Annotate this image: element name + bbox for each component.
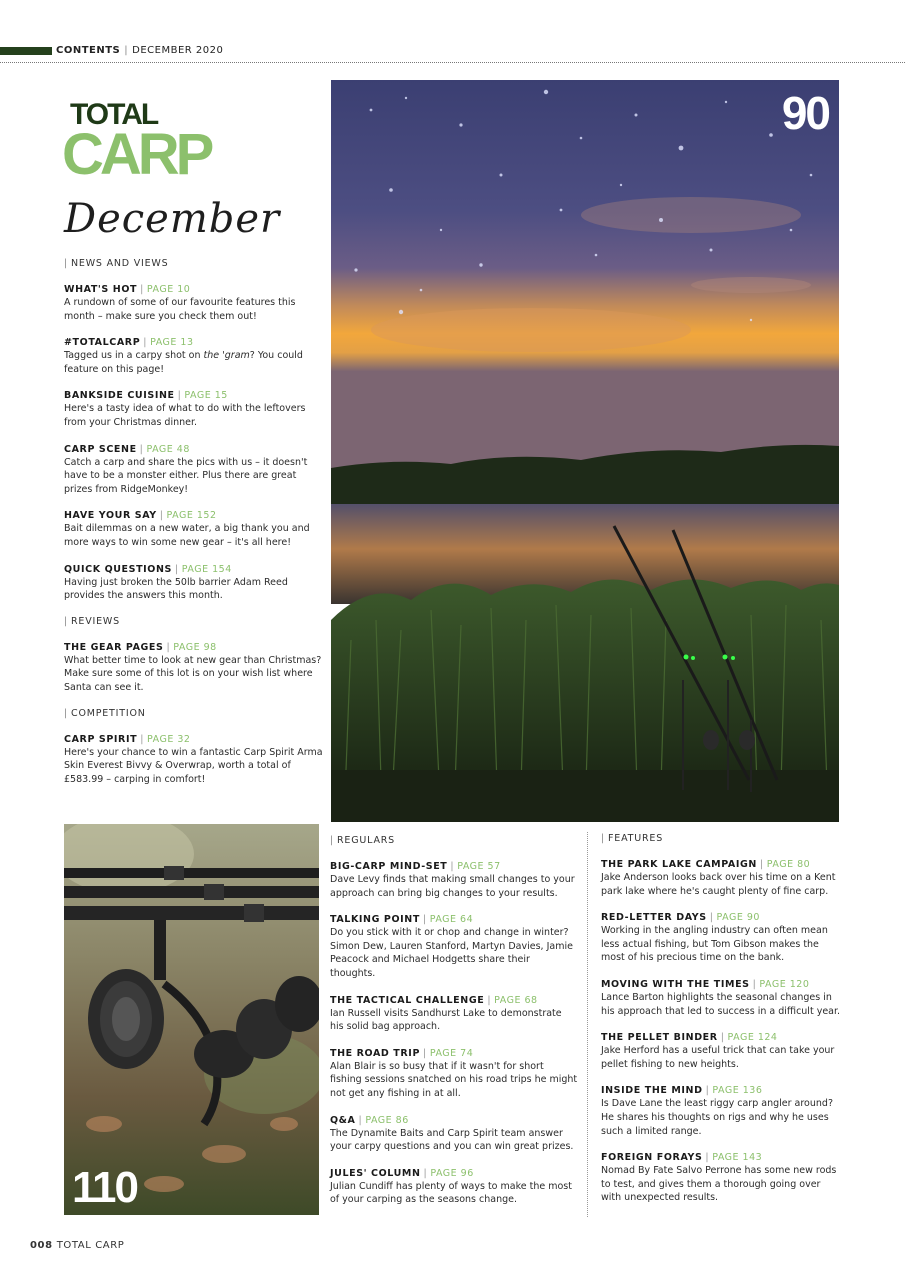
logo-top-text: TOTAL <box>70 98 158 131</box>
section-label-competition: | COMPETITION <box>64 707 146 719</box>
page-number-90: 90 <box>781 87 829 139</box>
list-item[interactable]: THE GEAR PAGES | PAGE 98 What better time to look at new gear than Christmas? Make sure some of this lot is on your wish list where Santa can see it. <box>64 641 322 693</box>
section-label-regulars: | REGULARS <box>330 835 395 846</box>
page-ref: PAGE 96 <box>430 1167 474 1179</box>
list-item[interactable]: BANKSIDE CUISINE | PAGE 15 Here's a tasty idea of what to do with the leftovers from your Christmas dinner. <box>64 390 306 428</box>
header-issue: DECEMBER 2020 <box>132 45 224 56</box>
page-ref: PAGE 86 <box>365 1114 409 1126</box>
page-ref: PAGE 90 <box>716 912 760 924</box>
list-item[interactable]: WHAT'S HOT | PAGE 10 A rundown of some of our favourite features this month – make sure you check them out! <box>64 284 296 322</box>
header-dotted-rule <box>0 62 905 63</box>
page-ref: PAGE 32 <box>147 733 191 745</box>
list-item[interactable]: MOVING WITH THE TIMES | PAGE 120 Lance Barton highlights the seasonal changes in his approach that led to success in a difficult year. <box>601 978 841 1017</box>
total-carp-logo <box>62 94 222 180</box>
header-accent-bar <box>0 47 52 55</box>
page-ref: PAGE 154 <box>181 563 232 575</box>
page-number-110: 110 <box>72 1163 137 1212</box>
list-item[interactable]: BIG-CARP MIND-SET | PAGE 57 Dave Levy finds that making small changes to your approach can bring big changes to your results. <box>330 861 575 899</box>
section-label-news: | NEWS AND VIEWS <box>64 258 169 269</box>
page-ref: PAGE 80 <box>766 859 811 870</box>
section-label-features: | FEATURES <box>601 833 664 844</box>
list-item[interactable]: Q&A | PAGE 86 The Dynamite Baits and Carp Spirit team answer your carpy questions and you can win great prizes. <box>330 1114 574 1153</box>
lake-night-photo[interactable] <box>331 80 839 822</box>
page-ref: PAGE 48 <box>146 443 190 455</box>
page-ref: PAGE 13 <box>150 337 194 349</box>
header-section: CONTENTS <box>56 45 121 56</box>
page-ref: PAGE 64 <box>429 914 474 926</box>
left-column <box>64 258 326 799</box>
page-ref: PAGE 57 <box>457 861 501 872</box>
section-label-reviews: | REVIEWS <box>64 615 120 627</box>
list-item[interactable]: RED-LETTER DAYS | PAGE 90 Working in the angling industry can often mean less actual fishing, but Tom Gibson makes the most of his precious time on the bank. <box>601 912 828 964</box>
list-item[interactable]: THE PARK LAKE CAMPAIGN | PAGE 80 Jake Anderson looks back over his time on a Kent park lake where he's caught plenty of fine carp. <box>601 859 836 897</box>
list-item[interactable]: THE PELLET BINDER | PAGE 124 Jake Herford has a useful trick that can take your pellet fishing to new heights. <box>601 1032 835 1070</box>
page-ref: PAGE 15 <box>184 390 228 402</box>
header-separator: | <box>124 45 129 56</box>
page-ref: PAGE 10 <box>146 284 191 295</box>
list-item[interactable]: CARP SCENE | PAGE 48 Catch a carp and share the pics with us – it doesn't have to be a monster either. Plus there are great prizes from RidgeMonkey! <box>64 443 308 495</box>
list-item[interactable]: JULES' COLUMN | PAGE 96 Julian Cundiff has plenty of ways to make the most of your carping as the seasons change. <box>330 1167 572 1206</box>
list-item[interactable]: #TOTALCARP | PAGE 13 Tagged us in a carpy shot on the 'gram? You could feature on this page! <box>64 337 303 375</box>
list-item[interactable]: THE TACTICAL CHALLENGE | PAGE 68 Ian Russell visits Sandhurst Lake to demonstrate his solid bag approach. <box>330 994 562 1033</box>
column-divider <box>587 832 588 1217</box>
reel-photo[interactable] <box>64 824 319 1215</box>
page-ref: PAGE 98 <box>173 641 217 653</box>
page-ref: PAGE 68 <box>494 994 538 1006</box>
page-ref: PAGE 74 <box>429 1047 474 1059</box>
month-text: December <box>64 196 281 242</box>
month-heading <box>62 188 292 248</box>
page-ref: PAGE 120 <box>759 978 810 990</box>
page-ref: PAGE 152 <box>166 510 217 522</box>
features-column <box>601 833 841 1218</box>
page-ref: PAGE 124 <box>727 1032 778 1044</box>
logo-bottom-text: CARP <box>62 122 211 180</box>
list-item[interactable]: QUICK QUESTIONS | PAGE 154 Having just broken the 50lb barrier Adam Reed provides the answers this month. <box>64 563 288 602</box>
page-ref: PAGE 136 <box>712 1085 763 1097</box>
list-item[interactable]: THE ROAD TRIP | PAGE 74 Alan Blair is so busy that if it wasn't for short fishing sessions snatched on his road trips he might not get any fishing in at all. <box>330 1047 578 1099</box>
list-item[interactable]: HAVE YOUR SAY | PAGE 152 Bait dilemmas on a new water, a big thank you and more ways to win some new gear – it's all here! <box>64 510 310 548</box>
page-footer <box>30 1240 124 1251</box>
reel-illustration <box>64 824 319 1215</box>
page-ref: PAGE 143 <box>712 1152 763 1164</box>
footer-title: TOTAL CARP <box>56 1240 125 1251</box>
header-label <box>56 45 223 56</box>
lake-scene-illustration <box>331 80 839 822</box>
list-item[interactable]: INSIDE THE MIND | PAGE 136 Is Dave Lane the least riggy carp angler around? He shares his thoughts on rigs and why he uses such a limited range. <box>601 1085 833 1137</box>
list-item[interactable]: CARP SPIRIT | PAGE 32 Here's your chance to win a fantastic Carp Spirit Arma Skin Everest Bivvy & Overwrap, worth a total of £583.99 – carping in comfort! <box>64 733 323 785</box>
regulars-column <box>330 835 578 1220</box>
list-item[interactable]: TALKING POINT | PAGE 64 Do you stick with it or chop and change in winter? Simon Dew, Lauren Stanford, Martyn Davies, Jamie Peacock and Michael Hodgetts share their thoughts. <box>330 914 573 979</box>
list-item[interactable]: FOREIGN FORAYS | PAGE 143 Nomad By Fate Salvo Perrone has some new rods to test, and gives them a thorough going over with unexpected results. <box>601 1152 837 1204</box>
footer-page-number: 008 <box>30 1240 53 1251</box>
